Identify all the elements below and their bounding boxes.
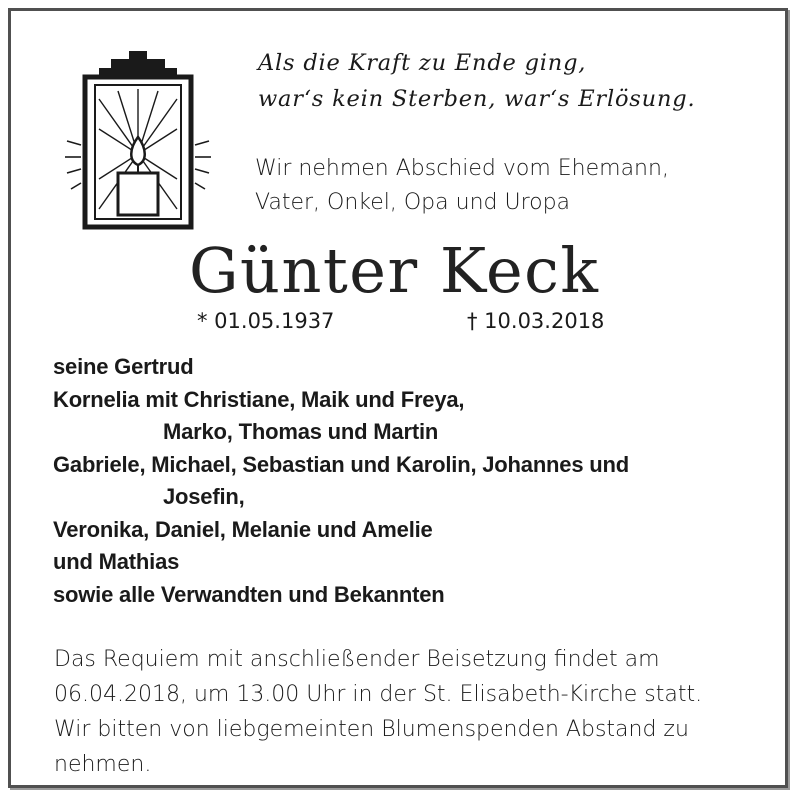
notice-line-4: nehmen. bbox=[54, 752, 152, 777]
mourner-line: Kornelia mit Christiane, Maik und Freya, bbox=[53, 386, 465, 412]
motto-line-2: war‘s kein Sterben, war‘s Erlösung. bbox=[258, 86, 696, 112]
mourner-line: Marko, Thomas und Martin bbox=[163, 419, 439, 444]
deceased-name: Günter Keck bbox=[189, 234, 600, 307]
mourner-line: und Mathias bbox=[53, 549, 180, 574]
mourners-list bbox=[53, 351, 773, 611]
notice-line-3: Wir bitten von liebgemeinten Blumenspenden Abstand zu bbox=[54, 717, 689, 742]
motto-line-1: Als die Kraft zu Ende ging, bbox=[258, 50, 587, 76]
candle-lantern-icon bbox=[63, 49, 213, 239]
intro-line-1: Wir nehmen Abschied vom Ehemann, bbox=[255, 156, 669, 181]
mourner-line: Josefin, bbox=[163, 484, 245, 509]
farewell-intro bbox=[255, 152, 669, 220]
mourner-line: Gabriele, Michael, Sebastian und Karolin, Johannes und bbox=[53, 451, 629, 477]
notice-line-2: 06.04.2018, um 13.00 Uhr in der St. Elisabeth-Kirche statt. bbox=[54, 682, 703, 707]
notice-line-1: Das Requiem mit anschließender Beisetzung findet am bbox=[54, 647, 660, 672]
intro-line-2: Vater, Onkel, Opa und Uropa bbox=[255, 190, 571, 215]
funeral-notice bbox=[54, 642, 784, 782]
mourner-line: seine Gertrud bbox=[53, 354, 194, 379]
obituary-frame bbox=[8, 8, 788, 788]
motto bbox=[258, 45, 695, 117]
birth-date: * 01.05.1937 bbox=[197, 309, 335, 333]
mourner-line: Veronika, Daniel, Melanie und Amelie bbox=[53, 516, 433, 542]
mourner-line: sowie alle Verwandten und Bekannten bbox=[53, 581, 445, 607]
death-date: † 10.03.2018 bbox=[467, 309, 605, 333]
